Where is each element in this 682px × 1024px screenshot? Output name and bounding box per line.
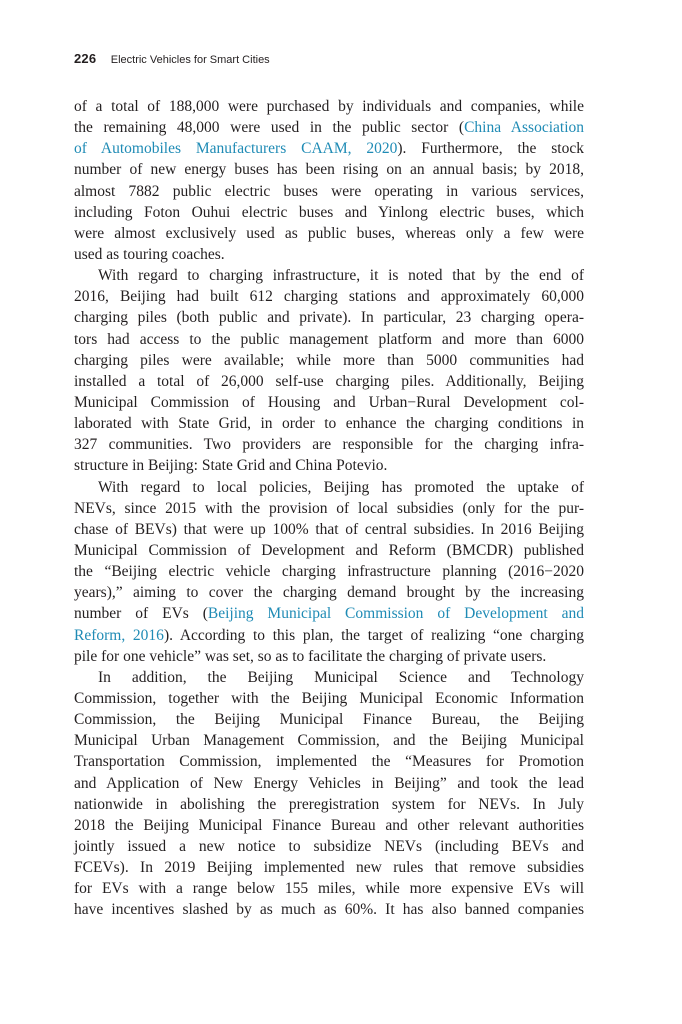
text-line: have incentives slashed by as much as 60%. It has also banned companies	[74, 901, 584, 919]
text-line: tors had access to the public management platform and more than 6000	[74, 330, 584, 348]
text-line: Transportation Commission, implemented the “Measures for Promotion	[74, 753, 584, 771]
text-line: With regard to charging infrastructure, it is noted that by the end of	[98, 267, 584, 285]
text-line: FCEVs). In 2019 Beijing implemented new rules that remove subsidies	[74, 859, 584, 877]
citation-link[interactable]: Beijing Municipal Commission of Development and	[207, 605, 584, 623]
paragraph-2	[74, 265, 584, 476]
text-segment: ). According to this plan, the target of realizing “one charging	[163, 626, 584, 644]
text-segment: ). Furthermore, the stock	[397, 140, 584, 158]
body-text	[74, 96, 584, 920]
text-line: 327 communities. Two providers are responsible for the charging infra-	[74, 436, 584, 454]
text-line: including Foton Ouhui electric buses and Yinlong electric buses, which	[74, 203, 584, 221]
text-line: the “Beijing electric vehicle charging infrastructure planning (2016−2020	[74, 563, 584, 581]
citation-link[interactable]: Reform, 2016	[74, 626, 164, 644]
citation-link[interactable]: of Automobiles Manufacturers CAAM, 2020	[74, 140, 398, 158]
text-line: Municipal Commission of Housing and Urban−Rural Development col-	[74, 393, 584, 411]
text-line: NEVs, since 2015 with the provision of local subsidies (only for the pur-	[74, 499, 584, 517]
paragraph-3	[74, 477, 584, 667]
citation-link[interactable]: China Association	[464, 119, 584, 137]
text-line: Municipal Urban Management Commission, and the Beijing Municipal	[74, 732, 584, 750]
text-line: jointly issued a new notice to subsidize NEVs (including BEVs and	[74, 837, 584, 855]
text-line: and Application of New Energy Vehicles in Beijing” and took the lead	[74, 774, 584, 792]
page-number: 226	[74, 51, 97, 66]
text-line	[74, 625, 584, 646]
paragraph-4	[74, 667, 584, 921]
text-line: for EVs with a range below 155 miles, while more expensive EVs will	[74, 880, 584, 898]
text-line: of a total of 188,000 were purchased by individuals and companies, while	[74, 98, 584, 115]
text-line: Municipal Commission of Development and Reform (BMCDR) published	[74, 541, 584, 559]
text-line: Commission, the Beijing Municipal Finance Bureau, the Beijing	[74, 711, 584, 729]
text-line: years),” aiming to cover the charging demand brought by the increasing	[74, 584, 584, 602]
text-line: In addition, the Beijing Municipal Science and Technology	[98, 668, 584, 686]
text-line	[74, 603, 584, 624]
text-segment: number of EVs (	[74, 605, 208, 623]
text-line: With regard to local policies, Beijing has promoted the uptake of	[98, 478, 584, 496]
text-line: structure in Beijing: State Grid and China Potevio.	[74, 457, 388, 475]
text-line: 2016, Beijing had built 612 charging stations and approximately 60,000	[74, 288, 584, 306]
text-line: Commission, together with the Beijing Municipal Economic Information	[74, 689, 584, 707]
text-line: pile for one vehicle” was set, so as to facilitate the charging of private users.	[74, 647, 547, 665]
text-line: charging piles were available; while more than 5000 communities had	[74, 351, 584, 369]
text-line: almost 7882 public electric buses were operating in various services,	[74, 182, 584, 200]
paragraph-1	[74, 96, 584, 265]
text-line: laborated with State Grid, in order to enhance the charging conditions in	[74, 415, 584, 433]
text-line: nationwide in abolishing the preregistration system for NEVs. In July	[74, 795, 584, 813]
text-line	[74, 117, 584, 138]
text-line: 2018 the Beijing Municipal Finance Bureau and other relevant authorities	[74, 816, 584, 834]
text-segment: the remaining 48,000 were used in the public sector (	[74, 119, 465, 137]
text-line: used as touring coaches.	[74, 245, 225, 263]
running-head: Electric Vehicles for Smart Cities	[110, 54, 270, 66]
text-line: chase of BEVs) that were up 100% that of central subsidies. In 2016 Beijing	[74, 520, 584, 538]
text-line: charging piles (both public and private). In particular, 23 charging opera-	[74, 309, 584, 327]
page-header	[74, 50, 270, 68]
text-line	[74, 138, 584, 159]
text-line: installed a total of 26,000 self-use charging piles. Additionally, Beijing	[74, 372, 584, 390]
text-line: number of new energy buses has been rising on an annual basis; by 2018,	[74, 161, 584, 179]
text-line: were almost exclusively used as public buses, whereas only a few were	[74, 224, 584, 242]
